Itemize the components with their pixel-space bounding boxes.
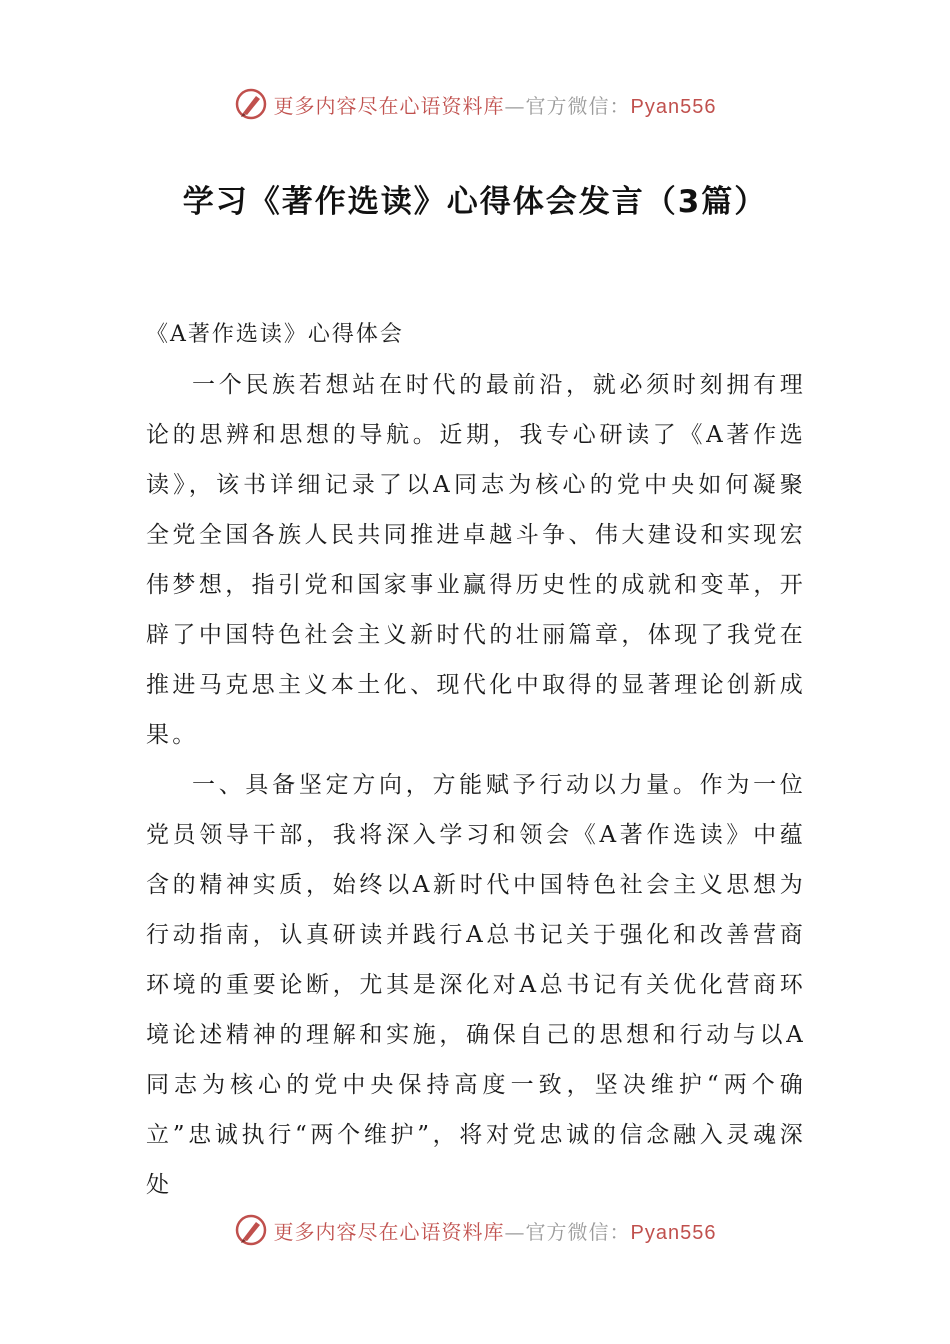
watermark-text bbox=[274, 90, 717, 119]
watermark-prefix: 更多内容尽在心语资料库 bbox=[273, 93, 505, 118]
watermark-label: 官方微信： bbox=[525, 1219, 631, 1244]
paragraph-2: 一、具备坚定方向，方能赋予行动以力量。作为一位党员领导干部，我将深入学习和领会《A著作选读》中蕴含的精神实质，始终以A新时代中国特色社会主义思想为行动指南，认真研读并践行A总书记关于强化和改善营商环境的重要论断，尤其是深化对A总书记有关优化营商环境论述精神的理解和实施，确保自己的思想和行动与以A同志为核心的党中央保持高度一致，坚决维护“两个确立”忠诚执行“两个维护”，将对党忠诚的信念融入灵魂深处 bbox=[146, 772, 806, 1198]
watermark-wechat-id: Pyan556 bbox=[630, 95, 717, 118]
watermark-prefix: 更多内容尽在心语资料库 bbox=[273, 1219, 505, 1244]
document-body bbox=[146, 310, 806, 1210]
watermark-text bbox=[274, 1216, 717, 1245]
watermark-banner-bottom bbox=[0, 1210, 950, 1250]
paragraph-1: 一个民族若想站在时代的最前沿，就必须时刻拥有理论的思辨和思想的导航。近期，我专心研读了《A著作选读》，该书详细记录了以A同志为核心的党中央如何凝聚全党全国各族人民共同推进卓越斗争、伟大建设和实现宏伟梦想，指引党和国家事业赢得历史性的成就和变革，开辟了中国特色社会主义新时代的壮丽篇章，体现了我党在推进马克思主义本土化、现代化中取得的显著理论创新成果。 bbox=[146, 372, 806, 748]
pen-circle-logo-icon bbox=[234, 87, 268, 121]
watermark-dash: — bbox=[504, 93, 526, 118]
watermark-banner-top bbox=[0, 84, 950, 124]
watermark-dash: — bbox=[504, 1219, 526, 1244]
document-title: 学习《著作选读》心得体会发言（3篇） bbox=[182, 184, 768, 220]
pen-circle-logo-icon bbox=[234, 1213, 268, 1247]
watermark-wechat-id: Pyan556 bbox=[630, 1221, 717, 1244]
watermark-label: 官方微信： bbox=[525, 93, 631, 118]
section-subtitle: 《A著作选读》心得体会 bbox=[146, 322, 404, 347]
